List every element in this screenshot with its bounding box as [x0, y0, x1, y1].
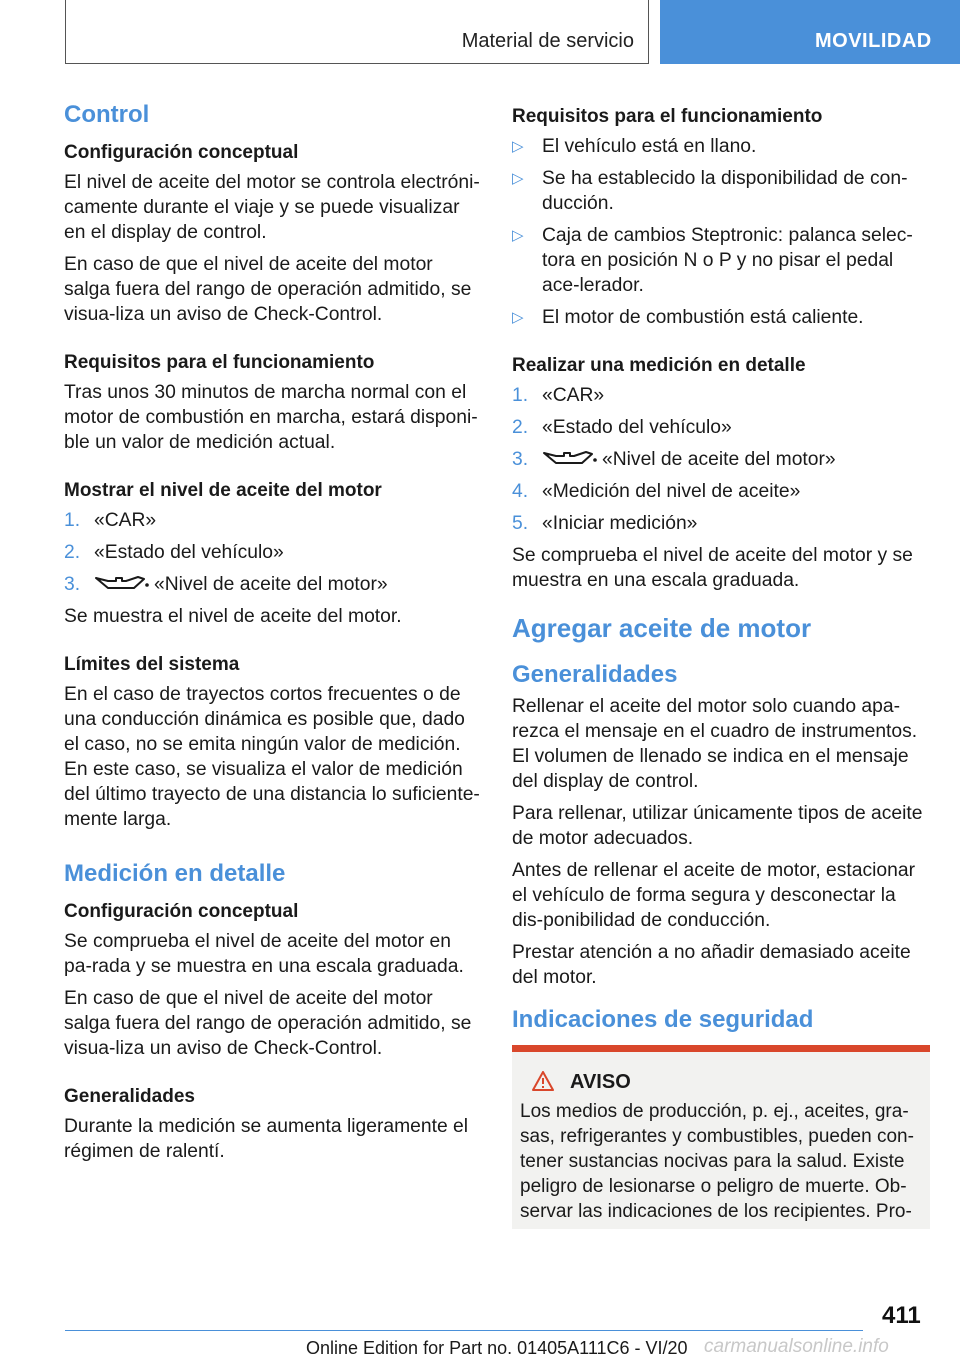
header-frame [65, 0, 649, 64]
paragraph: En caso de que el nivel de aceite del motor salga fuera del rango de operación admitido, se visua-liza un aviso de Check-Control. [64, 988, 472, 1059]
list-item [512, 447, 930, 472]
list-item [512, 479, 930, 504]
list-item [64, 540, 484, 565]
subheading-general: Generalidades [64, 1086, 195, 1107]
paragraph: En caso de que el nivel de aceite del motor salga fuera del rango de operación admitido, se visua-liza un aviso de Check-Control. [64, 254, 472, 325]
step-text: «CAR» [542, 385, 605, 406]
paragraph: El nivel de aceite del motor se controla electróni-camente durante el viaje y se puede visualizar en el display de control. [64, 172, 480, 243]
show-level-steps [64, 508, 484, 597]
section-title-safety: Indicaciones de seguridad [512, 1006, 814, 1033]
list-item [512, 223, 930, 298]
paragraph: Se comprueba el nivel de aceite del motor en pa-rada y se muestra en una escala graduada. [64, 931, 464, 977]
section-title-general: Generalidades [512, 661, 678, 688]
list-item-text: Se ha establecido la disponibilidad de con-ducción. [542, 168, 908, 214]
warning-text: Los medios de producción, p. ej., aceites, gra-sas, refrigerantes y combustibles, pueden con-tener sustancias nocivas para la salud. Existe peligro de lesionarse o peligro de muerte. Ob-servar las indicaciones de los recipientes. Pro- [520, 1101, 914, 1222]
triangle-bullet-icon: ▷ [512, 170, 524, 187]
step-text: «CAR» [94, 510, 157, 531]
step-number: 2. [512, 417, 529, 438]
warning-title [520, 1070, 922, 1095]
list-item-text: El vehículo está en llano. [542, 136, 757, 157]
warning-label: AVISO [570, 1071, 631, 1093]
list-item [64, 572, 484, 597]
subheading-concept: Configuración conceptual [64, 142, 299, 163]
left-column [64, 100, 484, 1171]
step-number: 4. [512, 481, 529, 502]
step-number: 5. [512, 513, 529, 534]
step-text: «Estado del vehículo» [94, 542, 284, 563]
step-text: «Nivel de aceite del motor» [154, 574, 388, 595]
requirements-list [512, 134, 930, 330]
list-item [512, 166, 930, 216]
page-number: 411 [882, 1302, 921, 1329]
header-chapter-tab[interactable] [660, 0, 960, 64]
header-chapter-label: MOVILIDAD [815, 30, 932, 52]
oil-can-icon [94, 573, 150, 593]
list-item [512, 415, 930, 440]
paragraph: Se muestra el nivel de aceite del motor. [64, 606, 402, 627]
triangle-bullet-icon: ▷ [512, 227, 524, 244]
step-number: 3. [64, 574, 81, 595]
subheading-measure: Realizar una medición en detalle [512, 355, 806, 376]
step-text: «Nivel de aceite del motor» [602, 449, 836, 470]
step-text: «Estado del vehículo» [542, 417, 732, 438]
list-item-text: El motor de combustión está caliente. [542, 307, 864, 328]
paragraph: Para rellenar, utilizar únicamente tipos de aceite de motor adecuados. [512, 803, 923, 849]
list-item [512, 305, 930, 330]
footer-watermark: carmanualsonline.info [704, 1336, 889, 1357]
subheading-show-level: Mostrar el nivel de aceite del motor [64, 480, 382, 501]
list-item [64, 508, 484, 533]
subheading-concept: Configuración conceptual [64, 901, 299, 922]
paragraph: Prestar atención a no añadir demasiado aceite del motor. [512, 942, 911, 988]
warning-triangle-icon [532, 1071, 554, 1091]
step-number: 3. [512, 449, 529, 470]
page-header [0, 0, 960, 66]
oil-can-icon [542, 448, 598, 468]
paragraph: Se comprueba el nivel de aceite del motor y se muestra en una escala graduada. [512, 545, 913, 591]
paragraph: Tras unos 30 minutos de marcha normal con el motor de combustión en marcha, estará disponi-ble un valor de medición actual. [64, 382, 478, 453]
step-number: 2. [64, 542, 81, 563]
list-item-text: Caja de cambios Steptronic: palanca selec-tora en posición N o P y no pisar el pedal ace-lerador. [542, 225, 913, 296]
subheading-limits: Límites del sistema [64, 654, 240, 675]
step-text: «Iniciar medición» [542, 513, 698, 534]
section-title-add-oil: Agregar aceite de motor [512, 613, 812, 643]
step-text: «Medición del nivel de aceite» [542, 481, 801, 502]
subheading-requirements: Requisitos para el funcionamiento [512, 106, 823, 127]
measure-steps [512, 383, 930, 536]
right-column [512, 104, 930, 1229]
step-number: 1. [512, 385, 529, 406]
paragraph: Durante la medición se aumenta ligeramente el régimen de ralentí. [64, 1116, 469, 1162]
paragraph: Antes de rellenar el aceite de motor, estacionar el vehículo de forma segura y desconectar la dis-ponibilidad de conducción. [512, 860, 915, 931]
list-item [512, 511, 930, 536]
paragraph: En el caso de trayectos cortos frecuentes o de una conducción dinámica es posible que, dado el caso, no se emita ningún valor de medición. En este caso, se visualiza el valor de medición del último trayecto de una distancia lo suficiente-mente larga. [64, 684, 480, 830]
footer-divider [65, 1330, 863, 1331]
footer-edition: Online Edition for Part no. 01405A111C6 - VI/20 [306, 1338, 688, 1358]
header-section-title: Material de servicio [461, 30, 634, 52]
step-number: 1. [64, 510, 81, 531]
triangle-bullet-icon: ▷ [512, 138, 524, 155]
warning-box [512, 1045, 930, 1229]
list-item [512, 134, 930, 159]
list-item [512, 383, 930, 408]
section-title-detail: Medición en detalle [64, 860, 286, 887]
paragraph: Rellenar el aceite del motor solo cuando apa-rezca el mensaje en el cuadro de instrumentos. El volumen de llenado se indica en el mensaje del display de control. [512, 696, 918, 792]
triangle-bullet-icon: ▷ [512, 309, 524, 326]
subheading-requirements: Requisitos para el funcionamiento [64, 352, 375, 373]
section-title-control: Control [64, 101, 150, 128]
